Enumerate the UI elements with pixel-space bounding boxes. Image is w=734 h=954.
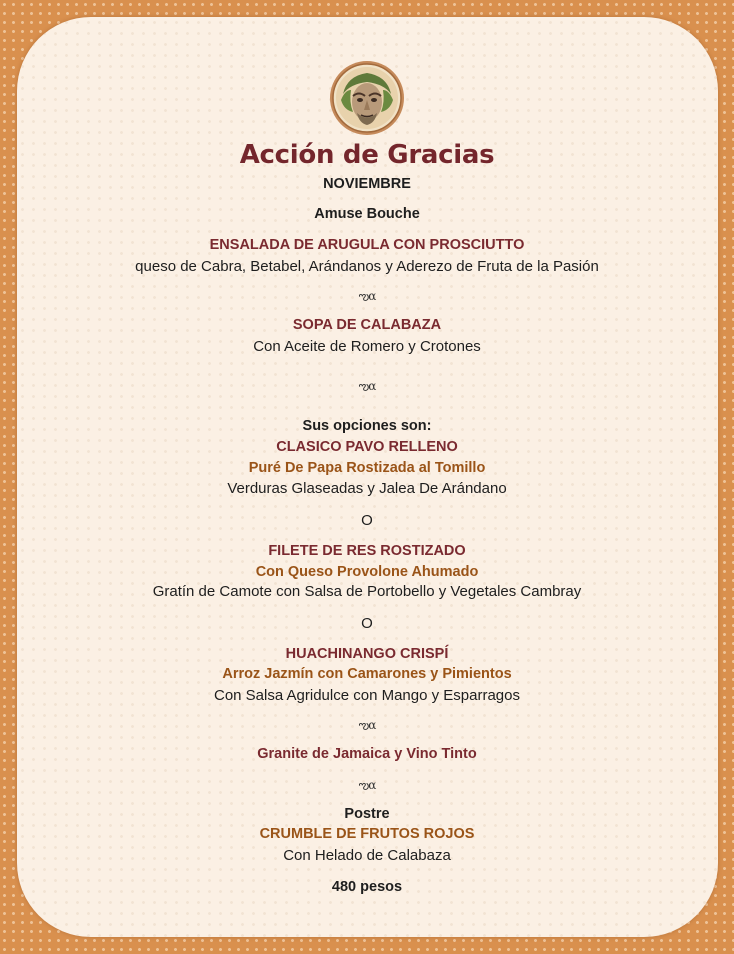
green-man-logo-icon [329,60,405,136]
options-heading: Sus opciones son: [302,418,432,434]
or-separator: O [361,512,373,529]
option1-description: Verduras Glaseadas y Jalea De Arándano [227,480,507,497]
course2-name: SOPA DE CALABAZA [292,317,442,333]
dessert-description: Con Helado de Calabaza [283,847,451,864]
option2-side: Con Queso Provolone Ahumado [255,564,479,580]
ornament-icon: ఌα [358,778,376,792]
course1-name: ENSALADA DE ARUGULA CON PROSCIUTTO [209,237,525,253]
ornament-icon: ఌα [358,289,376,303]
course2-description: Con Aceite de Romero y Crotones [253,338,481,355]
course1-description: queso de Cabra, Betabel, Arándanos y Aderezo de Fruta de la Pasión [135,258,599,275]
menu-title: Acción de Gracias [239,140,495,170]
month-label: NOVIEMBRE [323,176,411,192]
or-separator: O [361,615,373,632]
granite-course: Granite de Jamaica y Vino Tinto [257,746,477,762]
price-label: 480 pesos [331,879,403,895]
ornament-icon: ఌα [358,718,376,732]
dessert-heading: Postre [344,806,390,822]
option3-side: Arroz Jazmín con Camarones y Pimientos [222,666,512,682]
ornament-icon: ఌα [358,379,376,393]
dessert-name: CRUMBLE DE FRUTOS ROJOS [259,826,475,842]
option1-side: Puré De Papa Rostizada al Tomillo [248,460,486,476]
option3-name: HUACHINANGO CRISPÍ [285,646,449,662]
option1-name: CLASICO PAVO RELLENO [276,439,458,455]
option2-description: Gratín de Camote con Salsa de Portobello y Vegetales Cambray [152,583,582,600]
amuse-bouche-heading: Amuse Bouche [314,206,420,222]
option2-name: FILETE DE RES ROSTIZADO [268,543,466,559]
option3-description: Con Salsa Agridulce con Mango y Esparragos [213,687,520,704]
